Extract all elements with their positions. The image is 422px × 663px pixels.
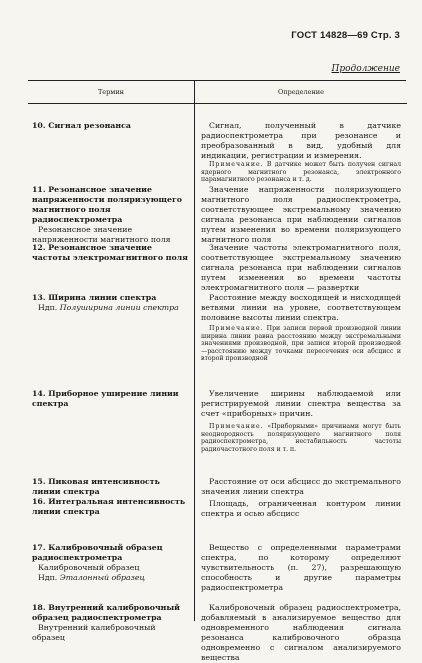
note-text: В датчике может быть получен сигнал ядерного магнитного резонанса, электронного парамагнитного резонанса и т. д. — [201, 161, 401, 184]
definition-15: Расстояние от оси абсцисс до экстремального значения линии спектра — [201, 477, 401, 496]
term-11 — [32, 185, 188, 245]
deprecated-term: Эталонный образец — [59, 573, 145, 582]
term-title: 14. Приборное уширение линии спектра — [32, 389, 179, 408]
term-title: 11. Резонансное значение напряженности поляризующего магнитного поля радиоспектрометра — [32, 185, 182, 224]
term-deprecated — [32, 303, 188, 313]
column-divider — [194, 103, 195, 621]
term-17 — [32, 543, 188, 583]
term-title: 12. Резонансное значение частоты электромагнитного поля — [32, 243, 188, 262]
definition-11: Значение напряженности поляризующего магнитного поля радиоспектрометра, соответствующее экстремальному значению сигнала резонанса при наблюдении сигналов путем изменения во времени поляризующего магнитного поля — [201, 185, 401, 244]
term-13 — [32, 293, 188, 313]
definition-18: Калибровочный образец радиоспектрометра, добавляемый в анализируемое вещество для одновременного наблюдения сигнала резонанса калибровочного образца одновременно с сигналом анализируемого вещества — [201, 603, 401, 662]
term-title: 17. Калибровочный образец радиоспектрометра — [32, 543, 163, 562]
term-title: 15. Пиковая интенсивность линии спектра — [32, 477, 160, 496]
term-title: 16. Интегральная интенсивность линии спектра — [32, 497, 186, 516]
term-10 — [32, 121, 188, 131]
deprecated-prefix: Ндп. — [38, 573, 58, 582]
term-15 — [32, 477, 188, 497]
definition-17: Вещество с определенными параметрами спектра, по которому определяют чувствительность (п. 27), разрешающую способность и другие параметры радиоспектрометра — [201, 543, 401, 592]
definition-13: Расстояние между восходящей и нисходящей ветвями линии на уровне, соответствующем половине высоты линии спектра. — [201, 293, 401, 322]
note-text: При записи первой производной линии ширина линии равна расстоянию между экстремальными значениями производной, при записи второй производной—расстоянию между точками пересечения оси абсцисс и второй производной — [201, 325, 402, 363]
term-12 — [32, 243, 188, 263]
column-header-definitions: Определение — [194, 81, 407, 104]
term-title: 13. Ширина линии спектра — [32, 293, 157, 302]
term-16 — [32, 497, 188, 517]
term-synonym: Внутренний калибровочный образец — [32, 623, 156, 642]
term-title: 10. Сигнал резонанса — [32, 121, 131, 130]
deprecated-term: Полуширина линии спектра — [59, 303, 179, 312]
term-synonym: Резонансное значение напряженности магнитного поля — [32, 225, 171, 244]
term-18 — [32, 603, 188, 643]
note-10 — [201, 161, 401, 184]
deprecated-prefix: Ндп. — [38, 303, 58, 312]
page-header: ГОСТ 14828—69 Стр. 3 — [291, 30, 400, 41]
terms-table — [28, 80, 406, 662]
note-label: Примечание. — [209, 161, 264, 168]
definition-14: Увеличение ширины наблюдаемой или регистрируемой линии спектра вещества за счет «приборных» причин. — [201, 389, 401, 418]
note-label: Примечание. — [209, 325, 264, 332]
term-deprecated — [32, 573, 188, 583]
note-13 — [201, 325, 401, 363]
term-14 — [32, 389, 188, 409]
definition-10: Сигнал, полученный в датчике радиоспектрометра при резонансе и преобразованный в вид, удобный для индикации, регистрации и измерения. — [201, 121, 401, 160]
note-label: Примечание. — [209, 423, 264, 430]
column-header-terms: Термин — [28, 81, 194, 104]
term-synonym: Калибровочный образец — [38, 563, 140, 572]
definition-16: Площадь, ограниченная контуром линии спектра и осью абсцисс — [201, 499, 401, 518]
definition-12: Значение частоты электромагнитного поля, соответствующее экстремальному значению сигнала резонанса при наблюдении сигналов путем изменения во времени частоты электромагнитного поля — развертки — [201, 243, 401, 292]
note-text: «Приборными» причинами могут быть неоднородность поляризующего магнитного поля радиоспектрометра, нестабильность частоты радиочастотного поля и т. п. — [201, 423, 402, 453]
continuation-label: Продолжение — [331, 64, 400, 74]
note-14 — [201, 423, 401, 453]
term-title: 18. Внутренний калибровочный образец радиоспектрометра — [32, 603, 180, 622]
